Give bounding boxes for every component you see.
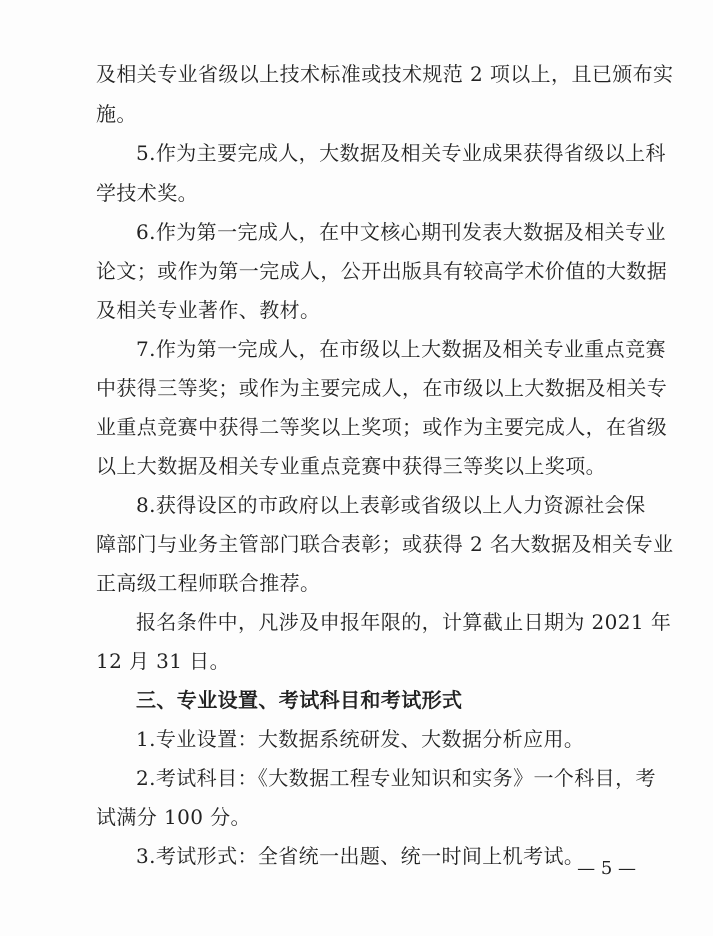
text-line: 2.考试科目：《大数据工程专业知识和实务》一个科目，考 <box>136 766 656 790</box>
text-line: 以上大数据及相关专业重点竞赛中获得三等奖以上奖项。 <box>96 454 606 478</box>
text-line: 障部门与业务主管部门联合表彰；或获得 2 名大数据及相关专业 <box>96 532 674 556</box>
text-line: 3.考试形式：全省统一出题、统一时间上机考试。 <box>136 844 585 868</box>
text-line: 5.作为主要完成人，大数据及相关专业成果获得省级以上科 <box>136 141 666 165</box>
text-line: 12 月 31 日。 <box>96 649 230 673</box>
page-number: — 5 — <box>577 858 636 879</box>
text-line: 试满分 100 分。 <box>96 805 251 829</box>
text-line: 中获得三等奖；或作为主要完成人，在市级以上大数据及相关专 <box>96 376 668 400</box>
text-line: 正高级工程师联合推荐。 <box>96 571 321 595</box>
text-line: 及相关专业著作、教材。 <box>96 298 321 322</box>
text-line: 及相关专业省级以上技术标准或技术规范 2 项以上，且已颁布实 <box>96 62 674 86</box>
text-line: 学技术奖。 <box>96 181 198 205</box>
text-line: 7.作为第一完成人，在市级以上大数据及相关专业重点竞赛 <box>136 337 666 361</box>
text-line: 报名条件中，凡涉及申报年限的，计算截止日期为 2021 年 <box>136 610 672 634</box>
text-line: 8.获得设区的市政府以上表彰或省级以上人力资源社会保 <box>136 493 646 517</box>
section-heading: 三、专业设置、考试科目和考试形式 <box>136 688 463 712</box>
text-line: 业重点竞赛中获得二等奖以上奖项；或作为主要完成人，在省级 <box>96 415 668 439</box>
text-line: 论文；或作为第一完成人，公开出版具有较高学术价值的大数据 <box>96 259 668 283</box>
text-line: 6.作为第一完成人，在中文核心期刊发表大数据及相关专业 <box>136 220 666 244</box>
text-line: 施。 <box>96 102 137 126</box>
text-line: 1.专业设置：大数据系统研发、大数据分析应用。 <box>136 727 585 751</box>
